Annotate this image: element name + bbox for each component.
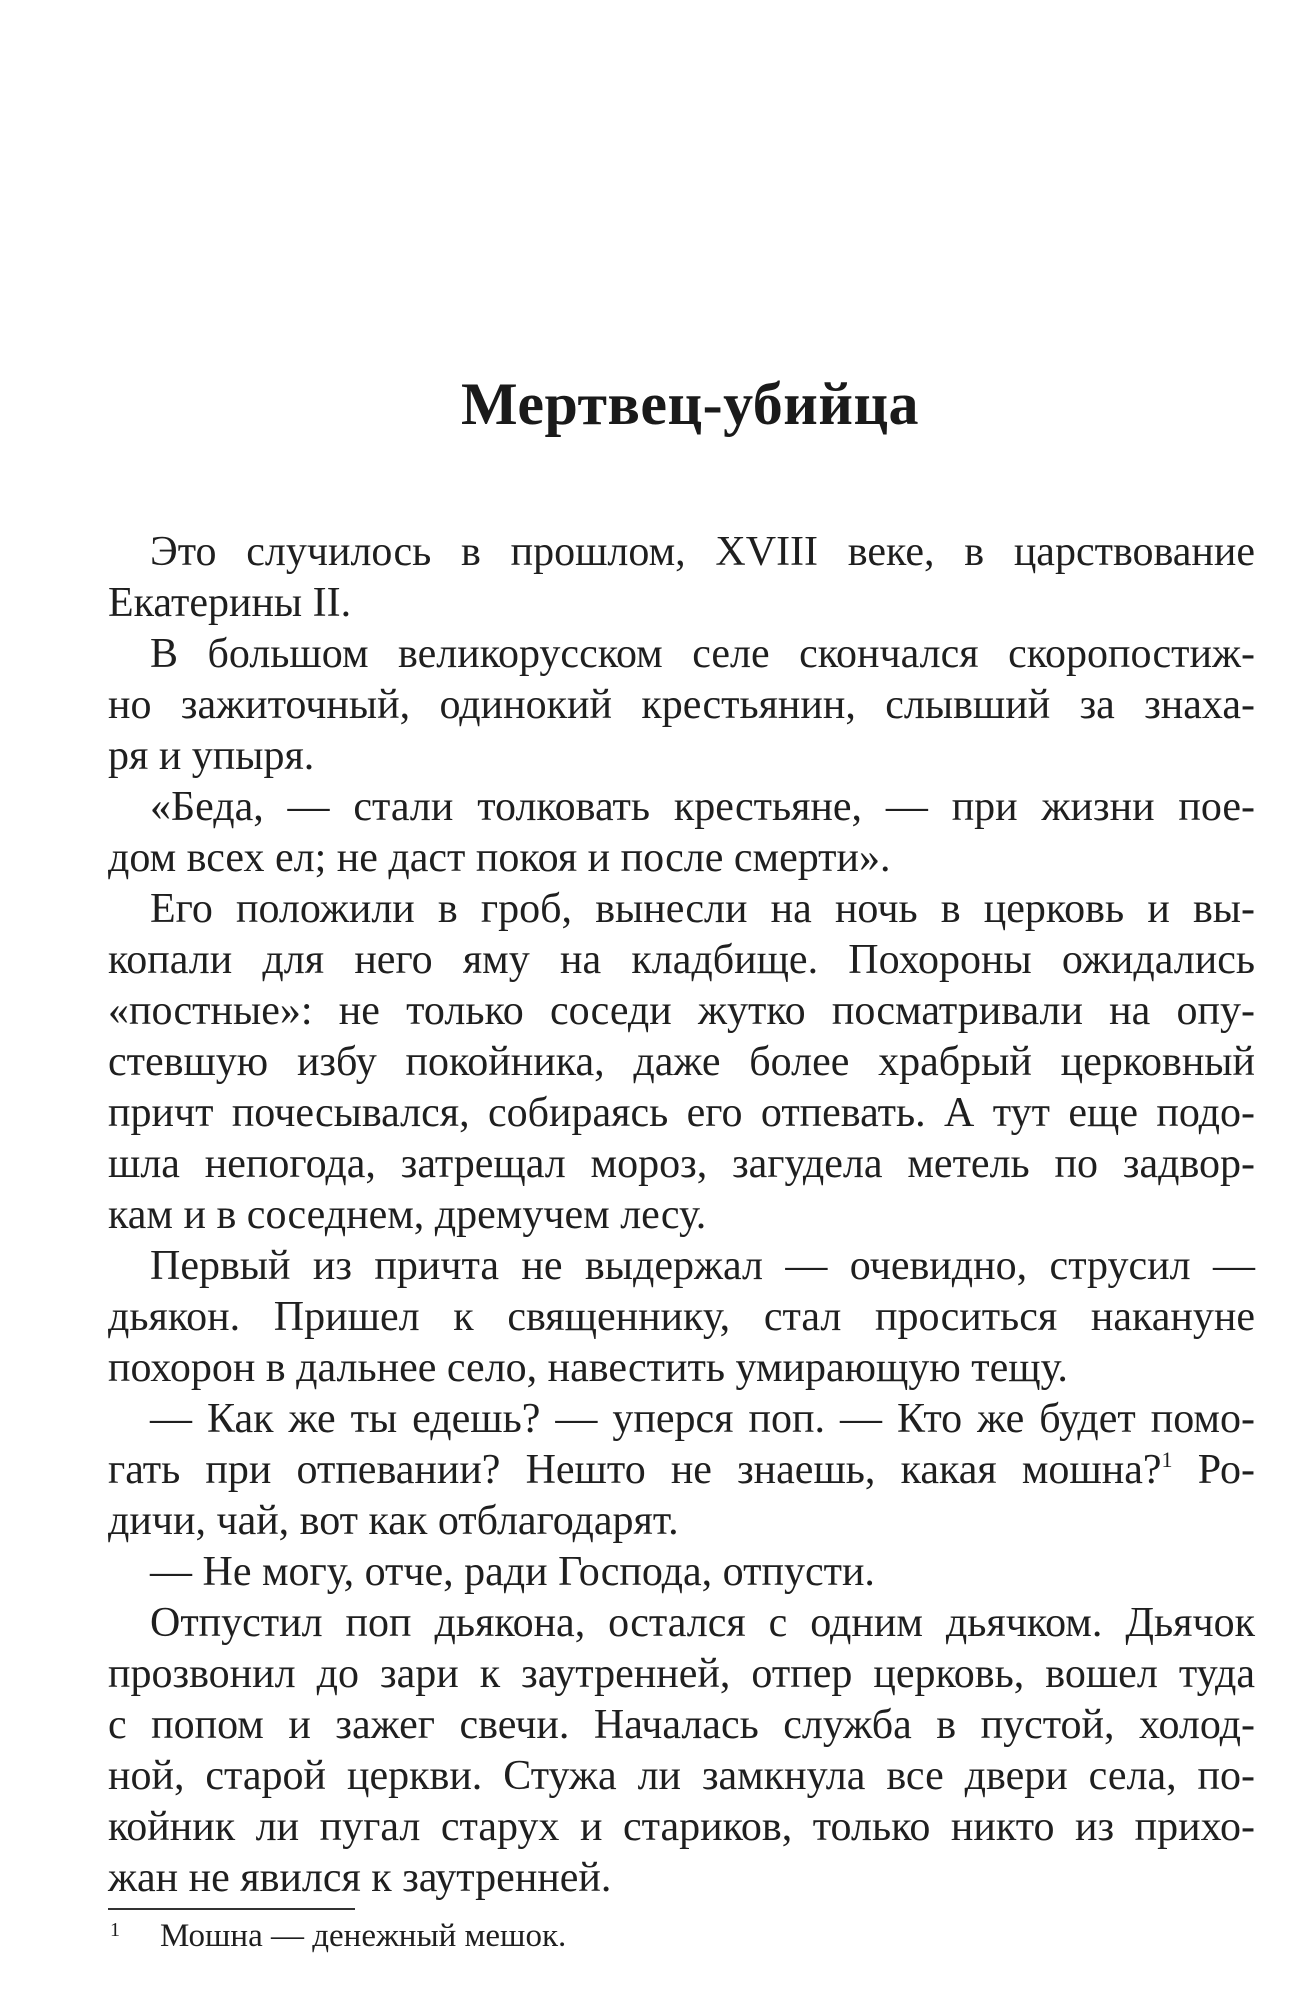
- text-line: дичи, чай, вот как отблагодарят.: [108, 1498, 679, 1544]
- text-line: койник ли пугал старух и стариков, только никто из прихо-: [108, 1804, 1255, 1850]
- footnote: [108, 1916, 1255, 1956]
- footnote-reference[interactable]: 1: [1161, 1447, 1173, 1472]
- chapter-title: Мертвец-убийца: [460, 371, 920, 437]
- text-line: — Не могу, отче, ради Господа, отпусти.: [150, 1549, 875, 1595]
- text-line: стевшую избу покойника, даже более храбрый церковный: [108, 1039, 1255, 1085]
- text-line: шла непогода, затрещал мороз, загудела метель по задвор-: [108, 1141, 1255, 1187]
- text-line: дом всех ел; не даст покоя и после смерти».: [108, 835, 891, 881]
- text-line: В большом великорусском селе скончался скоропостиж-: [150, 631, 1255, 677]
- text-line: прозвонил до зари к заутренней, отпер церковь, вошел туда: [108, 1651, 1255, 1697]
- text-line: копали для него яму на кладбище. Похороны ожидались: [108, 937, 1255, 983]
- text-line: похорон в дальнее село, навестить умирающую тещу.: [108, 1345, 1068, 1391]
- text-line: ря и упыря.: [108, 733, 315, 779]
- text-segment: Ро-: [1197, 1447, 1255, 1493]
- footnote-divider: [108, 1908, 355, 1910]
- text-line: «Беда, — стали толковать крестьяне, — при жизни пое-: [150, 784, 1255, 830]
- text-line: — Как же ты едешь? — уперся поп. — Кто же будет помо-: [150, 1396, 1255, 1442]
- text-line: кам и в соседнем, дремучем лесу.: [108, 1192, 707, 1238]
- text-line: ной, старой церкви. Стужа ли замкнула все двери села, по-: [108, 1753, 1255, 1799]
- text-line: Первый из причта не выдержал — очевидно, струсил —: [150, 1243, 1255, 1289]
- text-line: Его положили в гроб, вынесли на ночь в церковь и вы-: [150, 886, 1255, 932]
- text-line: Это случилось в прошлом, XVIII веке, в царствование: [150, 529, 1255, 575]
- text-line-with-footnote: [108, 1445, 1255, 1496]
- text-line: «постные»: не только соседи жутко посматривали на опу-: [108, 988, 1255, 1034]
- text-line: жан не явился к заутренней.: [108, 1855, 612, 1901]
- text-line: Отпустил поп дьякона, остался с одним дьячком. Дьячок: [150, 1600, 1255, 1646]
- text-line: причт почесывался, собираясь его отпевать. А тут еще подо-: [108, 1090, 1255, 1136]
- footnote-text: Мошна — денежный мешок.: [160, 1918, 567, 1954]
- text-segment: гать при отпевании? Нешто не знаешь, какая мошна?: [108, 1447, 1162, 1493]
- text-line: но зажиточный, одинокий крестьянин, слывший за знаха-: [108, 682, 1255, 728]
- body-text: [108, 527, 1255, 1904]
- footnote-number: 1: [110, 1919, 120, 1941]
- text-line: Екатерины II.: [108, 580, 352, 626]
- text-line: с попом и зажег свечи. Началась служба в пустой, холод-: [108, 1702, 1255, 1748]
- text-line: дьякон. Пришел к священнику, стал проситься накануне: [108, 1294, 1255, 1340]
